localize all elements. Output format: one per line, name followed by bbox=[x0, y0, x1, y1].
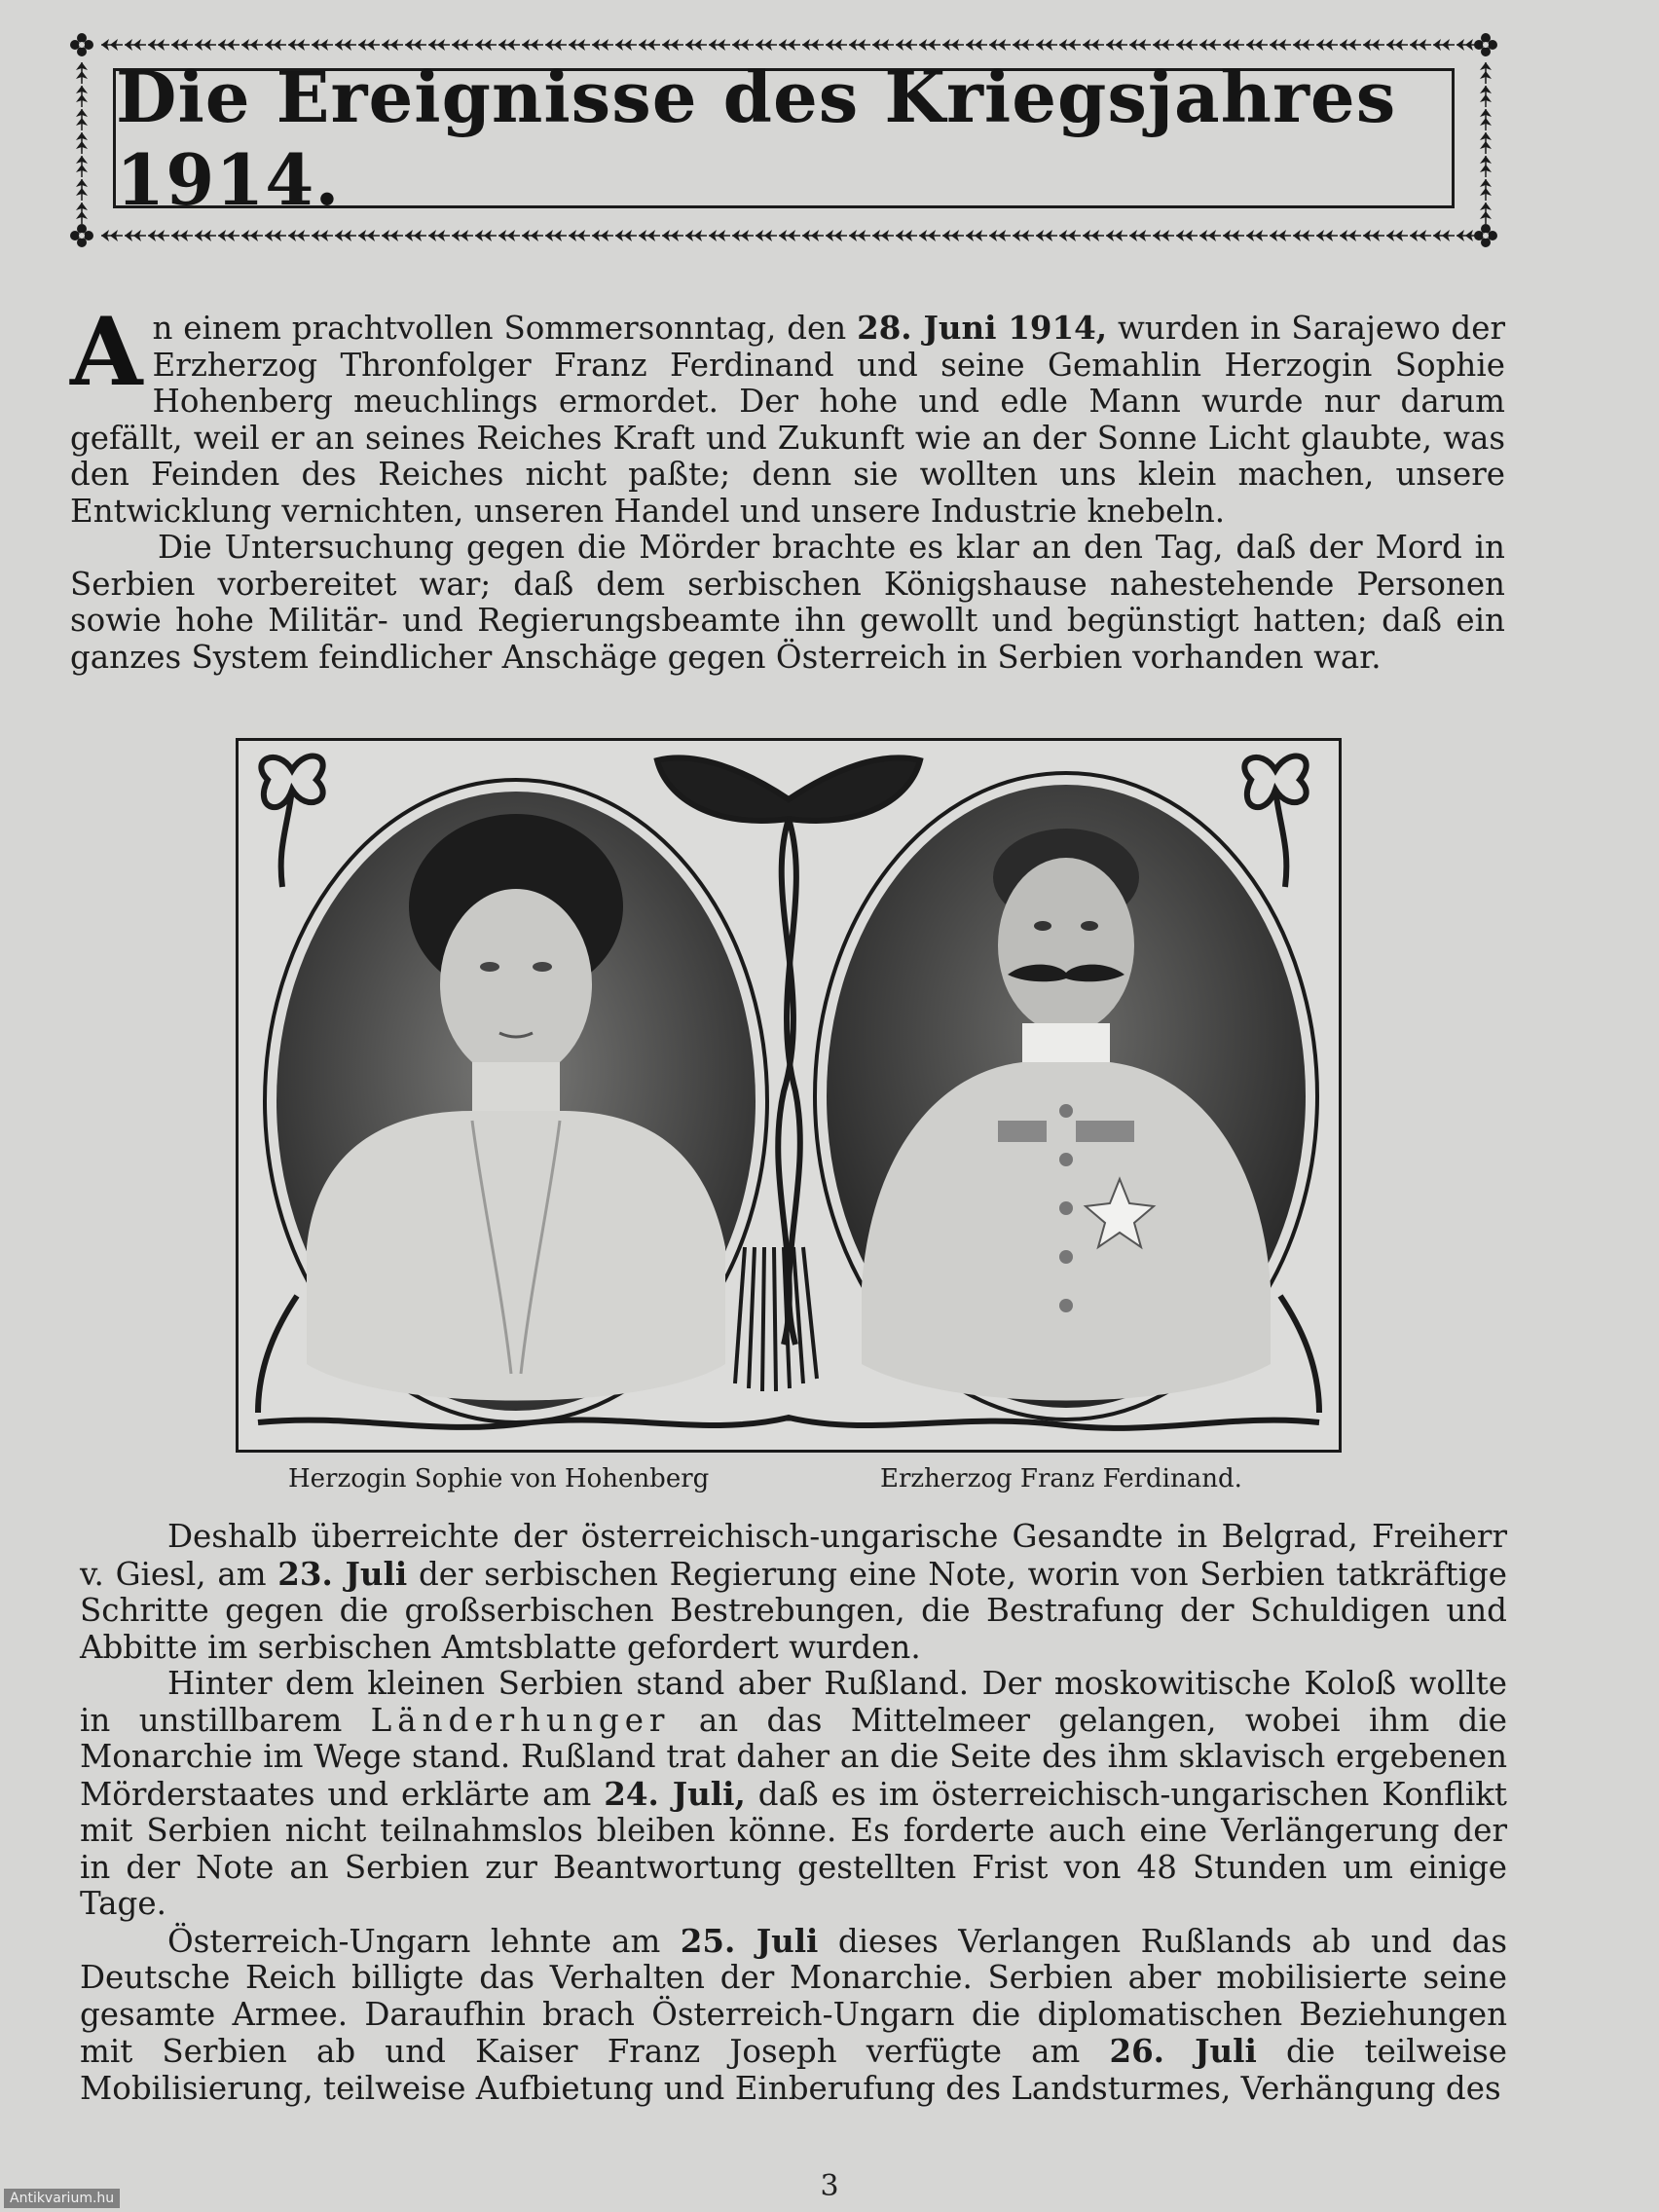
paragraph bbox=[80, 1923, 1507, 2108]
paragraph: Die Untersuchung gegen die Mörder brachte es klar an den Tag, daß der Mord in Serbien vorbereitet war; daß dem serbischen Königshause nahestehende Personen sowie hohe Militär- und Regierungsbeamte ihn gewollt und begünstigt hatten; daß ein ganzes System feindlicher Anschäge gegen Österreich in Serbien vorhanden war. bbox=[70, 529, 1505, 676]
page-title: Die Ereignisse des Kriegsjahres 1914. bbox=[116, 55, 1397, 221]
caption-left: Herzogin Sophie von Hohenberg bbox=[288, 1464, 710, 1493]
text-run: Hinter dem kleinen Serbien stand aber Rußland. Der moskowitische Koloß wollte in unstillbarem bbox=[80, 1665, 1507, 1739]
paragraph bbox=[70, 297, 1505, 530]
title-frame bbox=[68, 23, 1499, 253]
paragraph bbox=[80, 1519, 1507, 1666]
page-number: 3 bbox=[820, 2169, 839, 2203]
portrait-illustration bbox=[239, 741, 1339, 1450]
intro-text bbox=[70, 297, 1505, 676]
spaced-emphasis: Länderhunger bbox=[370, 1701, 671, 1739]
date-emphasis: 24. Juli, bbox=[604, 1774, 746, 1813]
caption-right: Erzherzog Franz Ferdinand. bbox=[880, 1464, 1242, 1493]
date-emphasis: 23. Juli bbox=[277, 1554, 408, 1593]
text-run: n einem prachtvollen Sommersonntag, den bbox=[152, 310, 858, 347]
text-run: die teilweise Mobilisierung, teilweise Aufbietung und Einberufung des Landsturmes, Verhängung des bbox=[80, 2033, 1507, 2107]
date-emphasis: 28. Juni 1914, bbox=[857, 309, 1108, 347]
watermark: Antikvarium.hu bbox=[4, 2189, 120, 2208]
title-box bbox=[113, 55, 1455, 221]
portrait-left bbox=[265, 780, 767, 1422]
paragraph bbox=[80, 1666, 1507, 1923]
tassel bbox=[735, 1247, 817, 1391]
portrait-right bbox=[815, 773, 1317, 1419]
text-run: der serbischen Regierung eine Note, worin von Serbien tatkräftige Schritte gegen die großserbischen Bestrebungen, die Bestrafung der Schuldigen und Abbitte im serbischen Amtsblatte gefordert wurden. bbox=[80, 1555, 1508, 1666]
text-run: an das Mittelmeer gelangen, wobei ihm die Monarchie im Wege stand. Rußland trat daher an die Seite des ihm sklavisch ergebenen Mörderstaates und erklärte am bbox=[80, 1701, 1507, 1813]
main-text bbox=[80, 1519, 1507, 2107]
drop-cap: A bbox=[70, 297, 143, 407]
portrait-plate bbox=[236, 738, 1342, 1453]
text-run: Deshalb überreichte der österreichisch-ungarische Gesandte in Belgrad, Freiherr v. Giesl, am bbox=[80, 1518, 1507, 1593]
date-emphasis: 25. Juli bbox=[680, 1921, 819, 1960]
text-run: dieses Verlangen Rußlands ab und das Deutsche Reich billigte das Verhalten der Monarchie. Serbien aber mobilisierte seine gesamte Armee. Daraufhin brach Österreich-Ungarn die diplomatischen Beziehungen mit Serbien ab und Kaiser Franz Joseph verfügte am bbox=[80, 1922, 1508, 2070]
date-emphasis: 26. Juli bbox=[1109, 2032, 1257, 2070]
text-run: Österreich-Ungarn lehnte am bbox=[167, 1922, 681, 1960]
text-run: daß es im österreichisch-ungarischen Konflikt mit Serbien nicht teilnahmslos bleiben könne. Es forderte auch eine Verlängerung der in der Note an Serbien zur Beantwortung gestellten Frist von 48 Stunden um einige Tage. bbox=[80, 1775, 1507, 1922]
text-run: wurden in Sarajewo der Erzherzog Thronfolger Franz Ferdinand und seine Gemahlin Herzogin Sophie Hohenberg meuchlings ermordet. Der hohe und edle Mann wurde nur darum gefällt, weil er an seines Reiches Kraft und Zukunft wie an der Sonne Licht glaubte, was den Feinden des Reiches nicht paßte; denn sie wollten uns klein machen, unsere Entwicklung vernichten, unseren Handel und unsere Industrie knebeln. bbox=[70, 310, 1505, 530]
